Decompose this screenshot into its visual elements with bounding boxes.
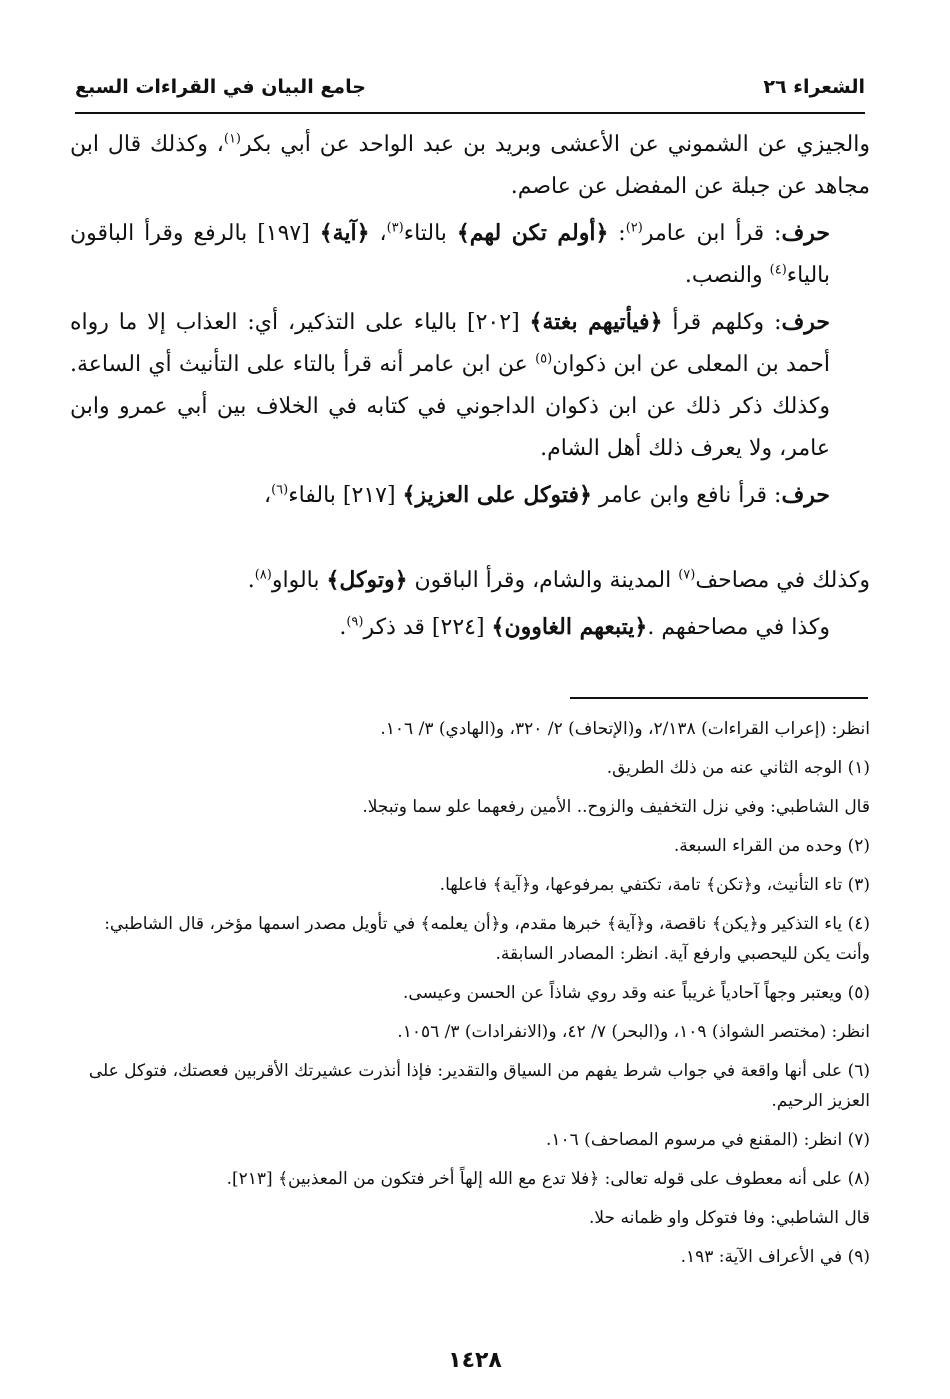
- quran-quote: ﴿يتبعهم الغاوون﴾: [491, 614, 648, 640]
- footnote-line: (٢) وحده من القراء السبعة.: [673, 836, 870, 856]
- quran-quote: ﴿وتوكل﴾: [326, 567, 408, 593]
- quran-quote: ﴿آية﴾: [319, 220, 370, 246]
- footnote-ref: (٦): [271, 482, 289, 498]
- harf-label: حرف: [781, 482, 830, 508]
- footnote-line: انظر: (إعراب القراءات) ٢/١٣٨، و(الإتحاف) ٢/ ٣٢٠، و(الهادي) ٣/ ١٠٦.: [380, 719, 870, 739]
- footnote-ref: (٩): [346, 614, 364, 630]
- footnote-ref: (٣): [386, 220, 404, 236]
- quran-quote: ﴿أولم تكن لهم﴾: [456, 220, 609, 246]
- surah-title: الشعراء ٢٦: [763, 76, 865, 98]
- footnote-line: قال الشاطبي: وفا فتوكل واو ظمانه حلا.: [589, 1208, 870, 1228]
- footnote-line: (٣) تاء التأنيث، و﴿تكن﴾ تامة، تكتفي بمرفوعها، و﴿آية﴾ فاعلها.: [439, 875, 870, 895]
- quran-quote: ﴿فتوكل على العزيز﴾: [402, 482, 592, 508]
- footnote-ref: (٢): [625, 220, 643, 236]
- footnote-ref: (٨): [254, 567, 272, 583]
- footnote-line: قال الشاطبي: وفي نزل التخفيف والزوح.. الأمين رفعهما علو سما وتبجلا.: [362, 797, 870, 817]
- header-rule: [75, 112, 865, 114]
- footnote-line: انظر: (مختصر الشواذ) ١٠٩، و(البحر) ٧/ ٤٢، و(الانفرادات) ٣/ ١٠٥٦.: [397, 1022, 870, 1042]
- quran-quote: ﴿فيأتيهم بغتة﴾: [529, 309, 663, 335]
- footnote-line: (٤) ياء التذكير و﴿يكن﴾ ناقصة، و﴿آية﴾ خبرها مقدم، و﴿أن يعلمه﴾ في تأويل مصدر اسمها مؤخر، قال الشاطبي: وأنت يكن لليحصبي وارفع آية. انظر: المصادر السابقة.: [104, 914, 870, 964]
- paragraph-6: وكذا في مصاحفهم .﴿يتبعهم الغاوون﴾ [٢٢٤] قد ذكر$^{(٩)}$.: [339, 614, 830, 640]
- footnote-line: (٩) في الأعراف الآية: ١٩٣.: [680, 1247, 870, 1267]
- footnote-ref: (٥): [535, 351, 553, 367]
- page-number: ١٤٢٨: [448, 1348, 502, 1373]
- paragraph-4: حرف: قرأ نافع وابن عامر ﴿فتوكل على العزيز﴾ [٢١٧] بالفاء$^{(٦)}$،: [263, 482, 830, 508]
- harf-label: حرف: [781, 220, 831, 246]
- footnote-ref: (٧): [678, 567, 696, 583]
- footnote-line: (٨) على أنه معطوف على قوله تعالى: ﴿فلا تدع مع الله إلهاً أخر فتكون من المعذبين﴾ [٢١٣].: [226, 1169, 870, 1189]
- footnote-line: (٥) ويعتبر وجهاً آحادياً غريباً عنه وقد روي شاذاً عن الحسن وعيسى.: [403, 983, 870, 1003]
- running-header: [75, 70, 865, 110]
- footnote-line: (١) الوجه الثاني عنه من ذلك الطريق.: [606, 758, 870, 778]
- paragraph-1: والجيزي عن الشموني عن الأعشى وبريد بن عبد الواحد عن أبي بكر$^{(١)}$، وكذلك قال ابن مجاهد عن جبلة عن المفضل عن عاصم.: [70, 131, 870, 199]
- footnote-ref: (١): [223, 131, 241, 147]
- paragraph-3: حرف: وكلهم قرأ ﴿فيأتيهم بغتة﴾ [٢٠٢] بالياء على التذكير، أي: العذاب إلا ما رواه أحمد بن المعلى عن ابن ذكوان$^{(٥)}$ عن ابن عامر أنه قرأ بالتاء على التأنيث أي الساعة. وكذلك ذكر ذلك عن ابن ذكوان الداجوني في كتابه في الخلاف بين أبي عمرو وابن عامر، ولا يعرف ذلك أهل الشام.: [70, 309, 831, 461]
- footnote-ref: (٤): [769, 262, 787, 278]
- paragraph-5: وكذلك في مصاحف$^{(٧)}$ المدينة والشام، وقرأ الباقون ﴿وتوكل﴾ بالواو$^{(٨)}$.: [247, 567, 870, 593]
- paragraph-gap: [70, 521, 870, 559]
- footnote-separator: [570, 697, 868, 699]
- footnotes: [80, 714, 870, 1281]
- footnote-line: (٧) انظر: (المقنع في مرسوم المصاحف) ١٠٦.: [545, 1130, 870, 1150]
- paragraph-2: حرف: قرأ ابن عامر$^{(٢)}$: ﴿أولم تكن لهم﴾ بالتاء$^{(٣)}$، ﴿آية﴾ [١٩٧] بالرفع وقرأ الباقون بالياء$^{(٤)}$ والنصب.: [70, 220, 831, 288]
- footnote-line: (٦) على أنها واقعة في جواب شرط يفهم من السياق والتقدير: فإذا أنذرت عشيرتك الأقربين فعصتك، فتوكل على العزيز الرحيم.: [88, 1061, 870, 1111]
- book-title: جامع البيان في القراءات السبع: [75, 76, 366, 98]
- main-text: [70, 124, 870, 653]
- harf-label: حرف: [781, 309, 831, 335]
